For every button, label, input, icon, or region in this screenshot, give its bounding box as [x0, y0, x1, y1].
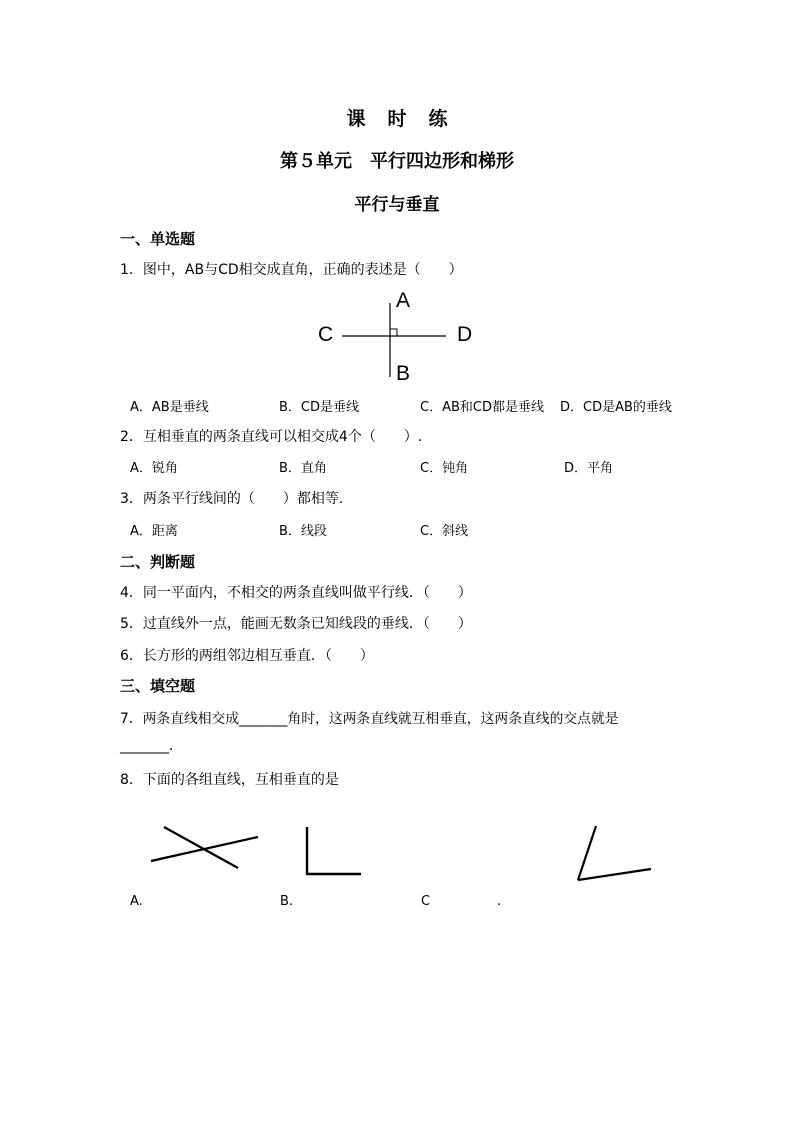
figure-c-line-1 — [578, 826, 596, 880]
section-heading-true-false: 二、判断题 — [120, 553, 196, 571]
section-heading-single-choice: 一、单选题 — [120, 230, 196, 248]
q2-option-b[interactable]: B．直角 — [279, 461, 327, 476]
title-char: 课 — [346, 108, 366, 130]
figure-a-line-2 — [164, 827, 238, 868]
q8-option-end-period: . — [497, 894, 502, 909]
question-7-line-2: _______. — [120, 738, 174, 754]
worksheet-title — [0, 104, 794, 131]
perpendicular-lines-figure — [310, 285, 490, 385]
figure-b-right-angle — [307, 827, 361, 874]
question-8-stem: 8．下面的各组直线，互相垂直的是 — [120, 772, 339, 788]
q2-option-a[interactable]: A．锐角 — [130, 461, 178, 476]
q1-option-d[interactable]: D．CD是AB的垂线 — [560, 400, 672, 415]
figure-c-line-2 — [578, 869, 651, 880]
title-char: 练 — [428, 108, 448, 130]
q8-option-b[interactable]: B. — [280, 894, 294, 909]
q8-line-figures — [140, 815, 670, 890]
title-char: 时 — [387, 108, 407, 130]
q3-option-c[interactable]: C．斜线 — [420, 524, 469, 539]
question-7-line-1: 7．两条直线相交成_______角时，这两条直线就互相垂直，这两条直线的交点就是 — [120, 711, 619, 727]
label-a: A — [396, 289, 411, 312]
q8-option-a[interactable]: A. — [130, 894, 143, 909]
q1-option-a[interactable]: A．AB是垂线 — [130, 400, 209, 415]
right-angle-mark — [390, 329, 397, 336]
section-heading-fill-blank: 三、填空题 — [120, 677, 196, 695]
label-b: B — [396, 362, 411, 385]
label-c: C — [318, 323, 334, 346]
question-6: 6．长方形的两组邻边相互垂直．（ ） — [120, 648, 374, 664]
q1-option-b[interactable]: B．CD是垂线 — [279, 400, 360, 415]
question-2-stem: 2．互相垂直的两条直线可以相交成4个（ ）. — [120, 429, 423, 445]
lesson-title: 平行与垂直 — [354, 195, 440, 215]
q3-option-a[interactable]: A．距离 — [130, 524, 178, 539]
question-1-stem: 1．图中，AB与CD相交成直角，正确的表述是（ ） — [120, 262, 463, 278]
q3-option-b[interactable]: B．线段 — [279, 524, 327, 539]
q1-option-c[interactable]: C．AB和CD都是垂线 — [420, 400, 544, 415]
question-5: 5．过直线外一点，能画无数条已知线段的垂线．（ ） — [120, 616, 472, 632]
q8-option-c[interactable]: C — [421, 894, 431, 909]
q2-option-d[interactable]: D．平角 — [564, 461, 614, 476]
question-4: 4．同一平面内，不相交的两条直线叫做平行线．（ ） — [120, 585, 472, 601]
q2-option-c[interactable]: C．钝角 — [420, 461, 469, 476]
label-d: D — [457, 323, 473, 346]
question-3-stem: 3．两条平行线间的（ ）都相等. — [120, 491, 344, 507]
unit-title: 第５单元 平行四边形和梯形 — [280, 151, 514, 172]
